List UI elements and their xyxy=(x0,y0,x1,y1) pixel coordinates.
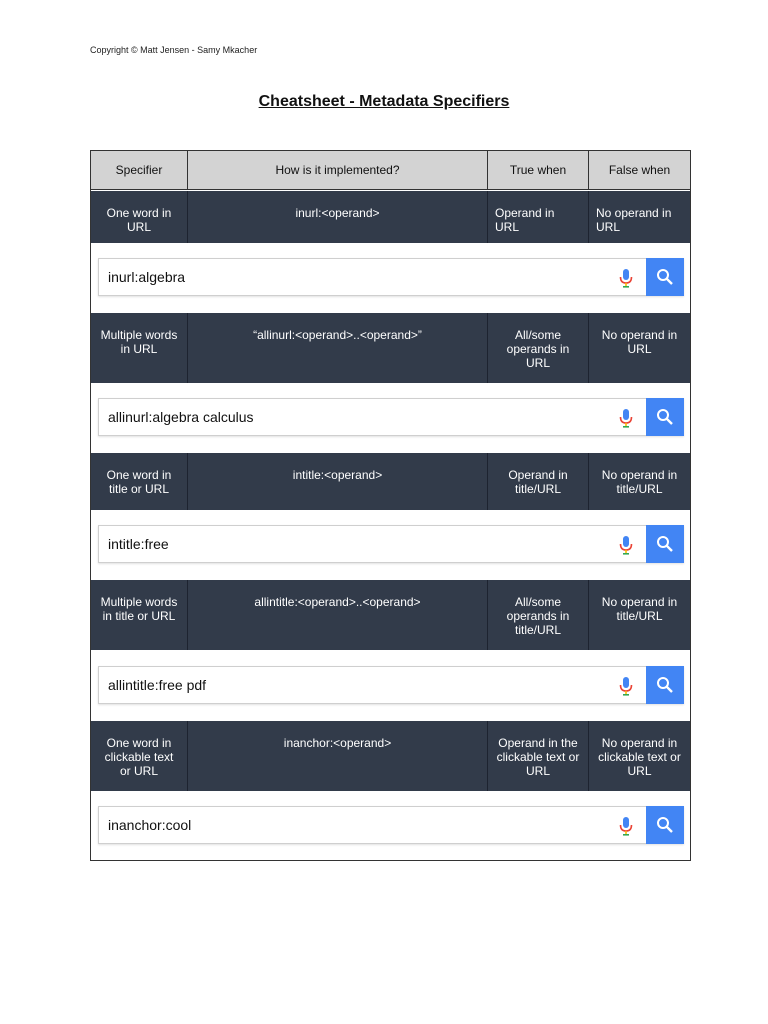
search-input[interactable]: inurl:algebra xyxy=(108,269,186,285)
table-row xyxy=(91,453,690,510)
true-when-cell xyxy=(488,313,589,383)
specifier-cell xyxy=(91,453,188,510)
search-icon xyxy=(656,535,674,553)
search-bar[interactable] xyxy=(98,806,684,844)
header-implementation: How is it implemented? xyxy=(188,151,488,190)
search-bar[interactable] xyxy=(98,258,684,296)
search-example xyxy=(91,791,690,860)
false-when-line: URL xyxy=(596,220,621,234)
true-when-line: All/some xyxy=(514,595,561,609)
implementation-cell: intitle:<operand> xyxy=(188,453,488,510)
specifier-line: One word in xyxy=(106,206,172,220)
true-when-line: operands in xyxy=(506,342,570,356)
true-when-line: URL xyxy=(495,220,520,234)
false-when-cell xyxy=(589,453,690,510)
table-row xyxy=(91,191,690,243)
search-bar[interactable] xyxy=(98,398,684,436)
false-when-cell xyxy=(589,191,690,243)
header-false-when: False when xyxy=(589,151,690,190)
true-when-line: All/some xyxy=(514,328,561,342)
specifier-line: in title or URL xyxy=(102,609,176,623)
search-icon xyxy=(656,676,674,694)
search-button[interactable] xyxy=(646,258,684,296)
specifier-line: in URL xyxy=(120,342,158,356)
true-when-line: title/URL xyxy=(514,482,561,496)
page-title: Cheatsheet - Metadata Specifiers xyxy=(258,93,510,110)
microphone-icon[interactable] xyxy=(619,408,633,428)
specifier-line: One word in xyxy=(106,468,172,482)
false-when-cell xyxy=(589,313,690,383)
specifier-cell xyxy=(91,580,188,650)
false-when-line: No operand in xyxy=(601,468,678,482)
search-input[interactable]: inanchor:cool xyxy=(108,817,192,833)
true-when-line: title/URL xyxy=(514,623,561,637)
specifier-line: URL xyxy=(126,220,151,234)
specifier-line: Multiple words xyxy=(100,328,178,342)
true-when-line: Operand in xyxy=(508,468,568,482)
microphone-icon[interactable] xyxy=(619,268,633,288)
search-input[interactable]: allinurl:algebra calculus xyxy=(108,409,254,425)
true-when-line: Operand in xyxy=(495,206,555,220)
search-icon xyxy=(656,816,674,834)
false-when-line: URL xyxy=(627,342,652,356)
false-when-line: title/URL xyxy=(616,482,663,496)
specifier-line: or URL xyxy=(119,764,158,778)
table-row xyxy=(91,580,690,650)
specifier-cell xyxy=(91,313,188,383)
search-button[interactable] xyxy=(646,666,684,704)
search-example xyxy=(91,243,690,313)
microphone-icon[interactable] xyxy=(619,676,633,696)
implementation-cell: inanchor:<operand> xyxy=(188,721,488,791)
search-button[interactable] xyxy=(646,398,684,436)
search-icon xyxy=(656,408,674,426)
header-specifier: Specifier xyxy=(91,151,188,190)
search-button[interactable] xyxy=(646,806,684,844)
specifier-line: title or URL xyxy=(108,482,170,496)
search-example xyxy=(91,510,690,580)
copyright-notice: Copyright © Matt Jensen - Samy Mkacher xyxy=(90,45,258,55)
true-when-line: Operand in the xyxy=(498,736,578,750)
true-when-line: URL xyxy=(525,356,550,370)
search-input[interactable]: allintitle:free pdf xyxy=(108,677,207,693)
true-when-line: URL xyxy=(525,764,550,778)
true-when-cell xyxy=(488,580,589,650)
microphone-icon[interactable] xyxy=(619,816,633,836)
true-when-line: operands in xyxy=(506,609,570,623)
true-when-cell xyxy=(488,721,589,791)
search-icon xyxy=(656,268,674,286)
specifier-line: Multiple words xyxy=(100,595,178,609)
false-when-cell xyxy=(589,721,690,791)
search-input[interactable]: intitle:free xyxy=(108,536,169,552)
search-example xyxy=(91,650,690,721)
search-example xyxy=(91,383,690,453)
false-when-cell xyxy=(589,580,690,650)
false-when-line: clickable text or xyxy=(598,750,681,764)
specifier-cell xyxy=(91,191,188,243)
false-when-line: URL xyxy=(627,764,652,778)
true-when-cell xyxy=(488,191,589,243)
specifier-cell xyxy=(91,721,188,791)
implementation-cell: “allinurl:<operand>..<operand>” xyxy=(188,313,488,383)
table-header-row xyxy=(91,151,690,190)
cheatsheet-table xyxy=(90,150,691,861)
specifier-line: clickable text xyxy=(104,750,174,764)
header-true-when: True when xyxy=(488,151,589,190)
implementation-cell: inurl:<operand> xyxy=(188,191,488,243)
specifier-line: One word in xyxy=(106,736,172,750)
true-when-line: clickable text or xyxy=(496,750,580,764)
implementation-cell: allintitle:<operand>..<operand> xyxy=(188,580,488,650)
table-row xyxy=(91,313,690,383)
true-when-cell xyxy=(488,453,589,510)
microphone-icon[interactable] xyxy=(619,535,633,555)
false-when-line: No operand in xyxy=(601,736,678,750)
false-when-line: title/URL xyxy=(616,609,663,623)
search-bar[interactable] xyxy=(98,525,684,563)
false-when-line: No operand in xyxy=(601,595,678,609)
search-button[interactable] xyxy=(646,525,684,563)
false-when-line: No operand in xyxy=(601,328,678,342)
false-when-line: No operand in xyxy=(596,206,672,220)
table-row xyxy=(91,721,690,791)
search-bar[interactable] xyxy=(98,666,684,704)
